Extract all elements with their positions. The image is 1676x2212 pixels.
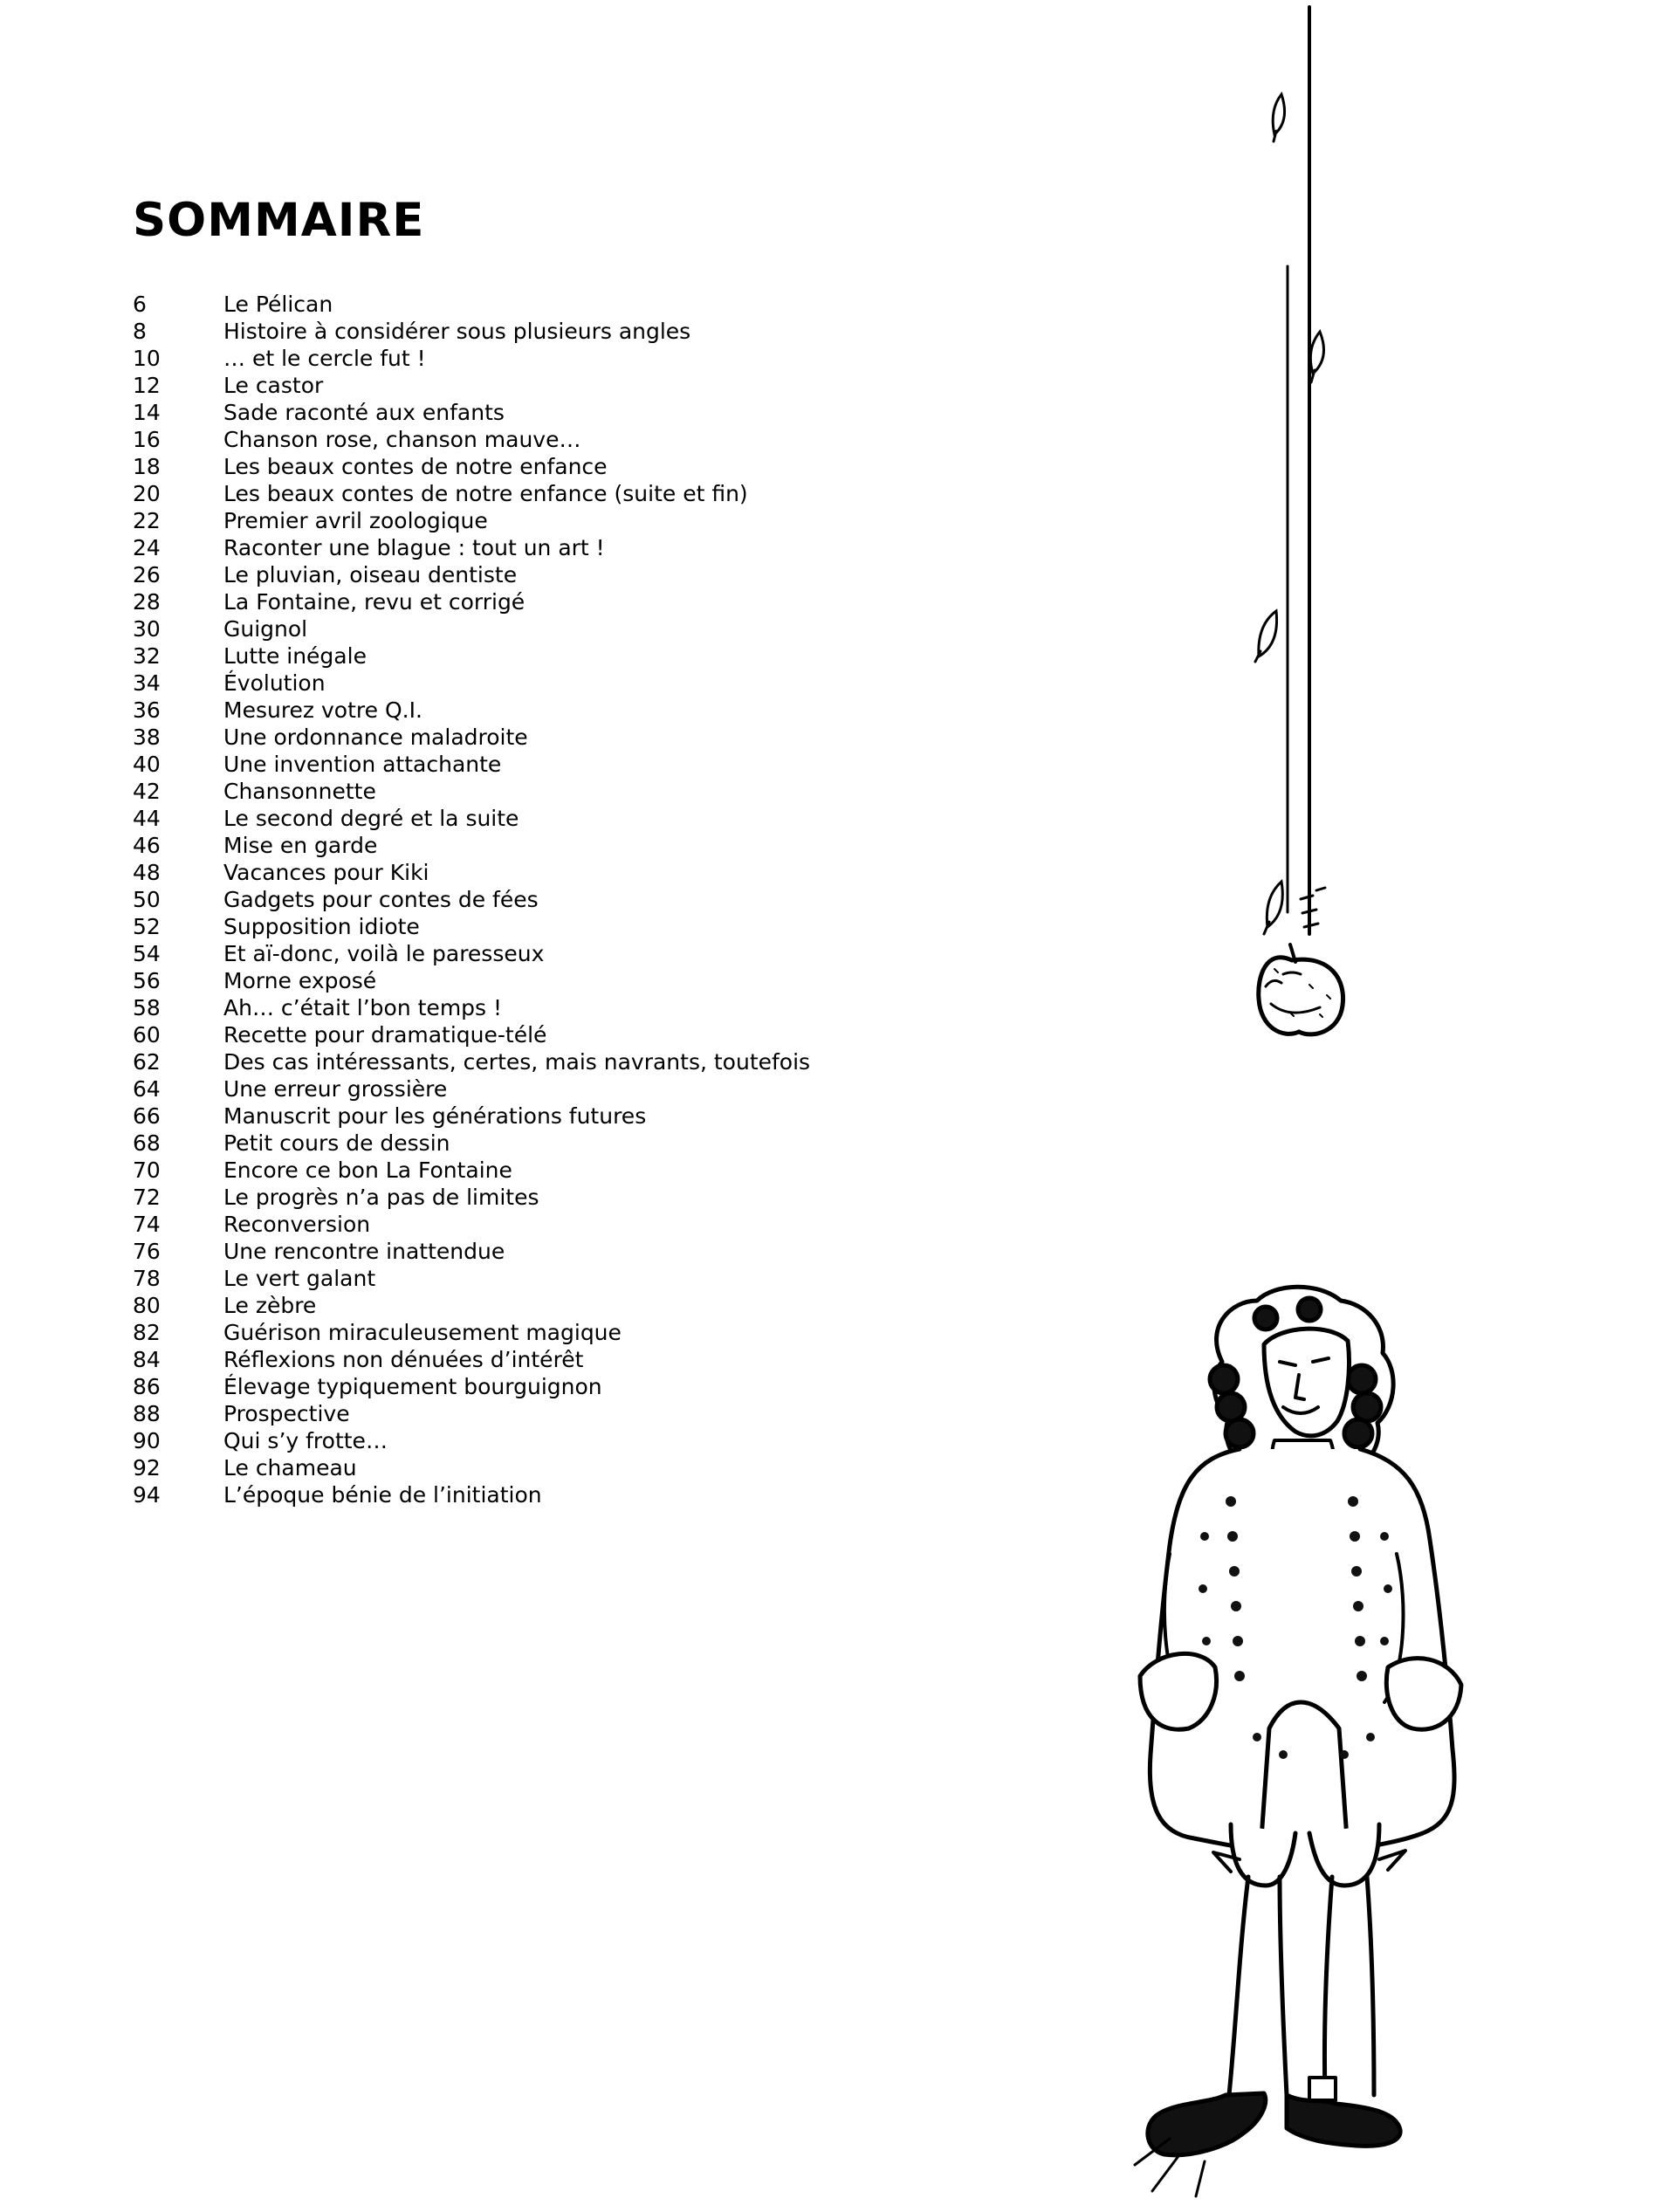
toc-page-number: 76 [133,1239,161,1264]
coat-icon [1150,1449,1454,1851]
toc-page-number: 90 [133,1428,161,1453]
toc-entry [133,453,1093,480]
toc-entry-title: Petit cours de dessin [223,1130,450,1156]
toc-page-number: 68 [133,1130,161,1156]
toc-entry [133,697,1093,724]
toc-entry-title: Évolution [223,670,326,696]
shoe-icon [1287,2095,1400,2146]
toc-entry-title: Des cas intéressants, certes, mais navrants, toutefois [223,1049,811,1075]
toc-entry [133,1292,1093,1319]
toc-page-number: 56 [133,968,161,993]
toc-entry [133,291,1093,318]
toc-entry-title: Recette pour dramatique-télé [223,1022,547,1048]
toc-entry [133,1021,1093,1048]
toc-page-number: 74 [133,1212,161,1237]
toc-entry-title: Histoire à considérer sous plusieurs angles [223,319,691,344]
toc-entry [133,399,1093,426]
toc-entry-title: Une rencontre inattendue [223,1239,505,1264]
toc-page-number: 52 [133,914,161,939]
toc-entry-title: Guignol [223,616,308,642]
toc-entry-title: Une erreur grossière [223,1076,448,1102]
toc-page-number: 32 [133,643,161,669]
toc-page-number: 82 [133,1320,161,1345]
toc-entry-title: Une invention attachante [223,752,502,777]
cuff-icon [1140,1653,1217,1729]
toc-entry-title: Qui s’y frotte… [223,1428,388,1453]
toc-page-number: 88 [133,1401,161,1426]
toc-entry [133,1319,1093,1346]
toc-page-number: 10 [133,346,161,371]
toc-page-number: 54 [133,941,161,966]
table-of-contents [133,291,1093,1508]
toc-page-number: 80 [133,1293,161,1318]
jabot-icon [1271,1440,1336,1571]
toc-entry-title: L’époque bénie de l’initiation [223,1482,542,1508]
toc-entry-title: Guérison miraculeusement magique [223,1320,622,1345]
toc-entry-title: … et le cercle fut ! [223,346,426,371]
toc-entry-title: Raconter une blague : tout un art ! [223,535,605,560]
toc-page-number: 66 [133,1103,161,1129]
toc-page-number: 64 [133,1076,161,1102]
leaf-icon [1255,611,1277,662]
toc-entry [133,1075,1093,1103]
toc-entry [133,751,1093,778]
toc-entry-title: Réflexions non dénuées d’intérêt [223,1347,584,1372]
toc-entry-title: Le castor [223,373,324,398]
toc-page-number: 40 [133,752,161,777]
toc-entry [133,670,1093,697]
cuff-icon [1386,1659,1461,1730]
toc-entry [133,1373,1093,1400]
toc-entry [133,1481,1093,1508]
toc-entry-title: Le second degré et la suite [223,806,519,831]
toc-entry-title: Gadgets pour contes de fées [223,887,539,912]
toc-page-number: 6 [133,292,147,317]
toc-entry [133,967,1093,994]
toc-entry [133,940,1093,967]
leaf-icon [1310,332,1323,382]
toc-entry [133,426,1093,453]
apple-icon [1259,945,1343,1034]
toc-page-number: 28 [133,589,161,615]
toc-entry-title: Mise en garde [223,833,378,858]
toc-entry-title: Le chameau [223,1455,357,1480]
nobleman-character-illustration [1135,1287,1461,2196]
toc-entry [133,372,1093,399]
toc-page-number: 42 [133,779,161,804]
toc-entry [133,588,1093,615]
toc-entry-title: Chanson rose, chanson mauve… [223,427,581,452]
toc-entry-title: Le vert galant [223,1266,376,1291]
toc-page-number: 46 [133,833,161,858]
toc-entry-title: Une ordonnance maladroite [223,725,528,750]
toc-page-number: 70 [133,1158,161,1183]
toc-entry-title: Encore ce bon La Fontaine [223,1158,512,1183]
toc-entry [133,1238,1093,1265]
toc-entry [133,1400,1093,1427]
toc-entry-title: Prospective [223,1401,350,1426]
shoe-icon [1148,2093,1266,2155]
toc-page-number: 22 [133,508,161,533]
toc-page-number: 50 [133,887,161,912]
toc-entry [133,507,1093,534]
toc-entry [133,1346,1093,1373]
toc-entry [133,1427,1093,1454]
toc-entry [133,561,1093,588]
toc-entry-title: Élevage typiquement bourguignon [223,1374,602,1399]
toc-entry [133,480,1093,507]
toc-entry [133,615,1093,642]
toc-page-number: 38 [133,725,161,750]
toc-entry [133,345,1093,372]
toc-page-number: 84 [133,1347,161,1372]
toc-page-number: 36 [133,697,161,723]
toc-page-number: 16 [133,427,161,452]
toc-entry-title: Reconversion [223,1212,371,1237]
toc-page-number: 8 [133,319,147,344]
toc-entry-title: Le pluvian, oiseau dentiste [223,562,518,587]
leaf-icon [1273,94,1284,141]
toc-entry [133,886,1093,913]
toc-entry-title: Chansonnette [223,779,376,804]
toc-entry [133,994,1093,1021]
toc-entry-title: Le Pélican [223,292,333,317]
toc-entry [133,534,1093,561]
falling-apple-illustration [1255,7,1343,1034]
toc-entry-title: Mesurez votre Q.I. [223,697,422,723]
coat-buttons-icon [1199,1496,1392,1759]
toc-page-number: 14 [133,400,161,425]
toc-entry-title: Manuscrit pour les générations futures [223,1103,647,1129]
toc-page-number: 48 [133,860,161,885]
toc-entry-title: Ah… c’était l’bon temps ! [223,995,503,1020]
toc-entry-title: Le zèbre [223,1293,317,1318]
toc-page-number: 18 [133,454,161,479]
toc-page-number: 86 [133,1374,161,1399]
toc-entry [133,1184,1093,1211]
face-icon [1264,1329,1350,1436]
stockings-icon [1229,1877,1374,2095]
speed-lines-icon [1301,888,1325,927]
toc-entry-title: Lutte inégale [223,643,367,669]
toc-page-number: 62 [133,1049,161,1075]
toc-page-number: 26 [133,562,161,587]
toc-entry [133,1265,1093,1292]
toc-entry-title: Premier avril zoologique [223,508,488,533]
toc-entry-title: Vacances pour Kiki [223,860,429,885]
wig-icon [1214,1287,1393,1487]
toc-entry [133,805,1093,832]
toc-entry-title: Supposition idiote [223,914,420,939]
toc-page-number: 12 [133,373,161,398]
toc-entry-title: La Fontaine, revu et corrigé [223,589,525,615]
toc-page-number: 78 [133,1266,161,1291]
toc-page-number: 92 [133,1455,161,1480]
toc-entry-title: Et aï-donc, voilà le paresseux [223,941,545,966]
toc-page-number: 20 [133,481,161,506]
toc-entry [133,318,1093,345]
toc-entry [133,859,1093,886]
toc-entry [133,1103,1093,1130]
toc-page-number: 44 [133,806,161,831]
toc-page-number: 34 [133,670,161,696]
leaf-icon [1264,882,1282,934]
toc-entry-title: Sade raconté aux enfants [223,400,505,425]
toc-page-number: 58 [133,995,161,1020]
toc-entry [133,913,1093,940]
page-title: SOMMAIRE [133,194,425,247]
toc-entry [133,1048,1093,1075]
toc-page-number: 94 [133,1482,161,1508]
toc-entry [133,1157,1093,1184]
toc-page-number: 60 [133,1022,161,1048]
toc-entry-title: Morne exposé [223,968,377,993]
toc-entry [133,724,1093,751]
toc-entry [133,778,1093,805]
toc-entry [133,1130,1093,1157]
toc-entry-title: Les beaux contes de notre enfance (suite et fin) [223,481,748,506]
toc-entry-title: Les beaux contes de notre enfance [223,454,608,479]
toc-page-number: 72 [133,1185,161,1210]
toc-entry [133,1211,1093,1238]
toc-entry [133,832,1093,859]
toc-entry-title: Le progrès n’a pas de limites [223,1185,539,1210]
toc-page-number: 30 [133,616,161,642]
toc-entry [133,642,1093,670]
toc-entry [133,1454,1093,1481]
toc-page-number: 24 [133,535,161,560]
